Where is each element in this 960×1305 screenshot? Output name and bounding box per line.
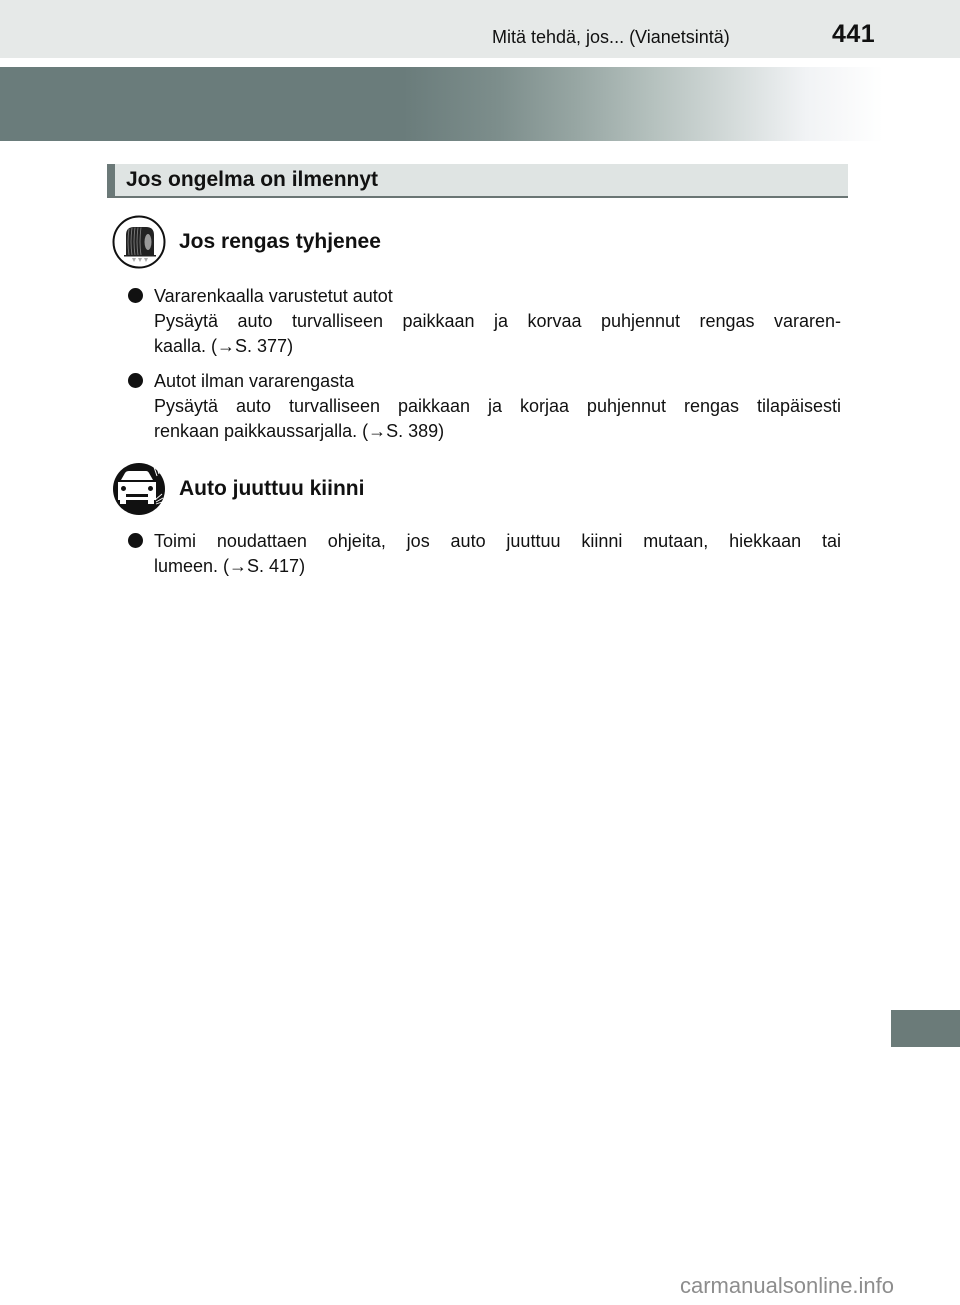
bullet-icon xyxy=(128,533,143,548)
chapter-title: Mitä tehdä, jos... (Vianetsintä) xyxy=(492,27,730,47)
bullet-icon xyxy=(128,288,143,303)
item-text-line: renkaan paikkaussarjalla. (→S. 389) xyxy=(154,421,445,441)
list-item xyxy=(128,284,841,359)
heading-accent-bar xyxy=(107,164,115,196)
item-text-line: lumeen. (→S. 417) xyxy=(154,556,306,576)
subsection-heading-stuck-car xyxy=(112,462,612,518)
item-text-line: Toimi noudattaen ohjeita, jos auto juuttuu kiinni mutaan, hiekkaan tai xyxy=(154,531,841,551)
item-text-line: Pysäytä auto turvalliseen paikkaan ja korvaa puhjennut rengas vararen- xyxy=(154,311,841,331)
page-number: 441 xyxy=(832,20,876,48)
subsection-title: Jos rengas tyhjenee xyxy=(179,230,381,253)
watermark: carmanualsonline.info xyxy=(680,1273,895,1298)
chapter-side-tab xyxy=(891,1010,960,1047)
section-title: Jos ongelma on ilmennyt xyxy=(126,168,379,191)
section-heading xyxy=(107,164,848,198)
stuck-car-icon xyxy=(112,462,166,516)
page-header xyxy=(0,0,960,58)
list-item xyxy=(128,369,841,444)
item-heading: Autot ilman vararengasta xyxy=(154,371,355,391)
subsection-title: Auto juuttuu kiinni xyxy=(179,477,365,500)
item-text-line: Pysäytä auto turvalliseen paikkaan ja korjaa puhjennut rengas tilapäisesti xyxy=(154,396,841,416)
bullet-icon xyxy=(128,373,143,388)
subsection-heading-flat-tire xyxy=(112,215,612,271)
list-item xyxy=(128,529,841,579)
decorative-banner xyxy=(0,67,960,141)
flat-tire-icon xyxy=(112,215,166,269)
item-text-line: kaalla. (→S. 377) xyxy=(154,336,294,356)
item-heading: Vararenkaalla varustetut autot xyxy=(154,286,393,306)
